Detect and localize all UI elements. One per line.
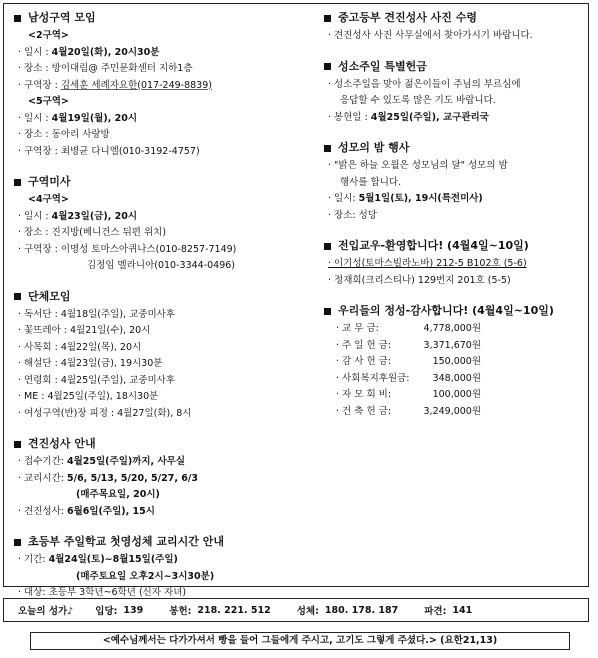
offering-section [324,303,586,420]
firstcommunion-section [14,534,314,602]
table-row: · 주 일 헌 금: 3,371,670원 [336,338,485,355]
communion-value: 180. 178. 187 [324,604,399,616]
bullet-square-icon [324,15,331,22]
left-column [14,10,314,616]
list-item: · 여성구역(반)장 피정 : 4월27일(화), 8시 [14,406,314,423]
bullet-square-icon [14,293,21,300]
date-line: · 봉헌일 : 4월25일(주일), 교구관리국 [324,110,586,127]
bullet-square-icon [14,441,21,448]
section-title: 구역미사 [28,175,71,188]
period-line: · 기간: 4월24일(토)~8월15일(주일) [14,552,314,569]
section-title: 남성구역 모임 [28,11,96,24]
bullet-square-icon [324,308,331,315]
list-item: · 독서단 : 4월18일(주일), 교중미사후 [14,307,314,324]
offering-table [336,321,485,420]
hymn-bar [3,598,589,622]
leader-line: · 구역장 : 김세훈 세례자요한(017-249-8839) [14,78,314,95]
section-title: 성소주일 특별헌금 [338,59,427,73]
date-line: · 일시 : 4월20일(화), 20시30분 [14,45,314,62]
bullet-square-icon [324,243,331,250]
target-line: · 대상: 초등부 3학년~6학년 (신자 자녀) [14,585,314,602]
place-line: · 장소 : 진지방(베니건스 뒤편 위치) [14,225,314,242]
bullet-square-icon [324,63,331,70]
entrance-label: 입당: [95,606,118,617]
list-item: · 연령회 : 4월25일(주일), 교중미사후 [14,373,314,390]
bulletin-frame [3,3,589,598]
group-label: <4구역> [28,194,69,205]
bullet-square-icon [14,15,21,22]
section-title: 전입교우-환영합니다! (4월4일~10일) [338,239,529,252]
mary-section [324,140,586,224]
section-title: 우리들의 정성-감사합니다! (4월4일~10일) [338,304,554,317]
date-line: · 견진성사: 6월6일(주일), 15시 [14,504,314,521]
hymn-label: 오늘의 성가♪ [18,606,74,617]
communion-label: 성체: [296,606,319,617]
bullet-square-icon [324,145,331,152]
leader-line: · 구역장 : 이명성 토마스아퀴나스(010-8257-7149) [14,242,314,259]
table-row: · 자 모 회 비: 100,000원 [336,387,485,404]
list-item: · 사목회 : 4월22일(목), 20시 [14,340,314,357]
class-note: (매주목요일, 20시) [76,489,160,500]
bible-verse: <예수님께서는 다가가셔서 빵을 들어 그들에게 주시고, 고기도 그렇게 주셨다.> (요한21,13) [30,632,570,650]
welcome-section [324,238,586,289]
list-item: · 꽃뜨레아 : 4월21일(수), 20시 [14,323,314,340]
vocation-section [324,59,586,127]
info-line: 행사를 합니다. [340,176,402,188]
confirmation-section [14,436,314,520]
apply-line: · 접수기간: 4월25일(주일)까지, 사무실 [14,454,314,471]
class-line: · 교리시간: 5/6, 5/13, 5/20, 5/27, 6/3 [14,471,314,488]
period-note: (매주토요일 오후2시~3시30분) [76,570,215,582]
bullet-square-icon [14,179,21,186]
recessional-label: 파견: [424,606,447,617]
section-title: 초등부 주일학교 첫영성체 교리시간 안내 [28,535,224,548]
offertory-label: 봉헌: [169,606,192,617]
place-line: · 장소: 성당 [324,208,586,225]
leader-line-2: 김정임 멜라니아(010-3344-0496) [87,260,236,271]
namseong-section [14,10,314,160]
date-line: · 일시 : 4월19일(월), 20시 [14,111,314,128]
info-line: 응답할 수 있도록 많은 기도 바랍니다. [340,95,496,106]
table-row: · 교 무 금: 4,778,000원 [336,321,485,338]
recessional-value: 141 [452,604,473,616]
place-line: · 장소 : 동아리 사랑방 [14,127,314,144]
info-line: · "밝은 하늘 오월은 성모님의 달" 성모의 밤 [324,158,586,175]
bullet-square-icon [14,539,21,546]
entrance-value: 139 [123,604,144,616]
group-label: <2구역> [28,30,69,41]
section-title: 견진성사 안내 [28,437,96,450]
mass-section [14,174,314,275]
list-item: · ME : 4월25일(주일), 18시30분 [14,389,314,406]
list-item: · 해설단 : 4월23일(금), 19시30분 [14,356,314,373]
leader-line: · 구역장 : 최병균 다니엘(010-3192-4757) [14,144,314,161]
group-label: <5구역> [28,96,69,107]
date-line: · 일시 : 4월23일(금), 20시 [14,209,314,226]
info-line: · 성소주일을 맞아 젊은이들이 주님의 부르심에 [324,77,586,94]
groups-section [14,289,314,423]
section-title: 성모의 밤 행사 [338,141,410,154]
info-line: · 견진성사 사진 사무실에서 찾아가시기 바랍니다. [324,28,586,45]
newcomer-line: · 이기성(토마스빌라노바) 212-5 B102호 (5-6) [324,256,586,273]
offertory-value: 218. 221. 512 [197,604,271,616]
table-row: · 감 사 헌 금: 150,000원 [336,354,485,371]
section-title: 중고등부 견진성사 사진 수령 [338,11,477,24]
right-column [324,10,586,434]
place-line: · 장소 : 방이대림@ 주민문화센터 지하1층 [14,61,314,78]
photo-section [324,10,586,45]
table-row: · 건 축 헌 금: 3,249,000원 [336,404,485,421]
date-line: · 일시: 5월1일(토), 19시(특전미사) [324,191,586,208]
table-row: · 사회복지후원금: 348,000원 [336,371,485,388]
newcomer-line: · 정재희(크리스티나) 129번지 201호 (5-5) [324,273,586,290]
section-title: 단체모임 [28,289,71,303]
